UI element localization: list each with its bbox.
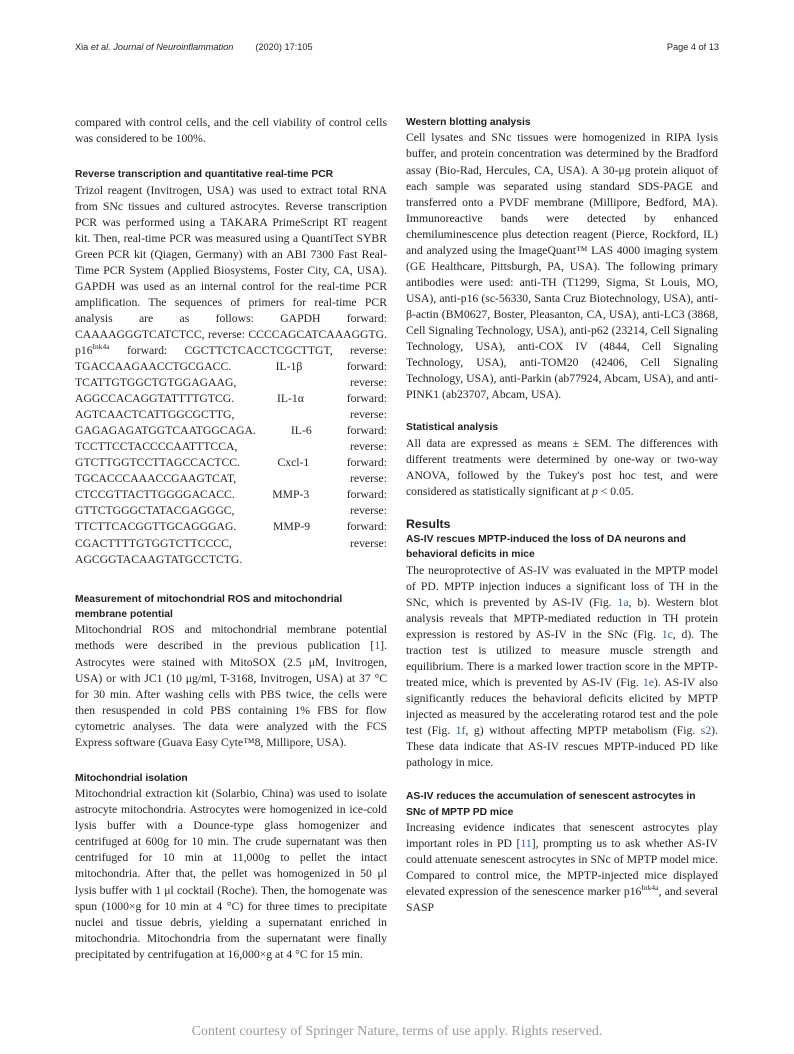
- rtpcr-section: [75, 167, 387, 568]
- figure-link[interactable]: 1a: [617, 595, 629, 609]
- section-body: Mitochondrial extraction kit (Solarbio, China) was used to isolate astrocyte mitochondria. Astrocytes were homogenized in ice-cold lysis buffer with a Dounce-type glass homogenizer and centrifuged at 600g for 10 min. The crude supernatant was then centrifuged for 10 min at 11,000g to pellet the intact mitochondria. After that, the pellet was homogenized in 50 μl lysis buffer with 1 μl cocktail (Roche). Then, the homogenate was spun (1000×g for 10 min at 4 °C) for three times to precipitate nuclei and tissue debris, yielding a supernatant enriched in mitochondria. Mitochondria from the supernatant were finally precipitated by centrifugation at 16,000×g at 4 °C for 15 min.: [75, 787, 387, 961]
- subsection-body: Increasing evidence indicates that senescent astrocytes play important roles in PD [11], prompting us to ask whether AS-IV could attenuate senescent astrocytes in SNc of MPTP model mice. Compared to control mice, the MPTP-injected mice displayed elevated expression of the senescence marker $p16^{Ink4a}$, and several SASP: [406, 821, 718, 915]
- section-body: Trizol reagent (Invitrogen, USA) was used to extract total RNA from SNc tissues and cultured astrocytes. Reverse transcription PCR was performed using a TAKARA PrimeScript RT reagent kit. Then, real-time PCR was measured using a QuantiTect SYBR Green PCR kit (Qiagen, Germany) with an ABI 7300 Fast Real-Time PCR System (Applied Biosystems, Foster City, CA, USA). GAPDH was used as an internal control for the real-time PCR amplification. The sequences of primers for real-time PCR analysis are as follows: GAPDH forward: CAAAAGGGTCATCTCC, reverse: CCCCAGCATCAAAGGTG. $p16^{Ink4a}$ forward: CGCTTCTCACCTCGCTTGT, reverse: TGACCAAGAACCTGCGACC. IL-1β forward: TCATTGTGGCTGTGGAGAAG, reverse: AGGCCACAGGTATTTTGTCG. IL-1α forward: AGTCAACTCATTGGCGCTTG, reverse: GAGAGAGATGGTCAATGGCAGA. IL-6 forward: TCCTTCCTACCCCAATTTCCA, reverse: GTCTTGGTCCTTAGCCACTCC. Cxcl-1 forward: TGCACCCAAACCGAAGTCAT, reverse: CTCCGTTACTTGGGGACACC. MMP-3 forward: GTTCTGGGCTATACGAGGGC, reverse: TTCTTCACGGTTGCAGGGAG. MMP-9 forward: CGACTTTTGTGGTCTTCCCC, reverse: AGCGGTACAAGTATGCCTCTG.: [75, 183, 387, 566]
- mito-isolation-section: [75, 771, 387, 963]
- results-heading: Results: [406, 516, 451, 531]
- copyright-footer: Content courtesy of Springer Nature, terms of use apply. Rights reserved.: [191, 1024, 603, 1039]
- left-column: [75, 115, 387, 963]
- subsection-heading: AS-IV rescues MPTP-induced the loss of DA neurons and behavioral deficits in mice: [406, 533, 686, 561]
- journal-name: Journal of Neuroinflammation: [113, 42, 234, 52]
- section-body: All data are expressed as means ± SEM. The differences with different treatments were determined by one-way or two-way ANOVA, followed by the Tukey's post hoc test, and were considered as statistically significant at p < 0.05.: [406, 436, 718, 498]
- section-heading: Measurement of mitochondrial ROS and mitochondrial membrane potential: [75, 593, 343, 621]
- section-heading: Mitochondrial isolation: [75, 772, 188, 784]
- citation-link[interactable]: 11: [520, 837, 532, 851]
- stats-section: [406, 420, 718, 500]
- results-section: [406, 516, 718, 917]
- citation-year-volume: (2020) 17:105: [255, 42, 313, 52]
- subsection-body: The neuroprotective of AS-IV was evaluated in the MPTP model of PD. MPTP injection induces a significant loss of TH in the SNc, which is prevented by AS-IV (Fig. 1a, b). Western blot analysis reveals that MPTP-mediated reduction in TH protein expression is restored by AS-IV in the SNc (Fig. 1c, d). The traction test is utilized to measure muscle strength and equilibrium. There is a marked lower traction score in the MPTP-treated mice, which is prevented by AS-IV (Fig. 1e). AS-IV also significantly reduces the behavioral deficits elicited by MPTP injected as measured by the accelerating rotarod test and the pole test (Fig. 1f, g) without affecting MPTP metabolism (Fig. s2). These data indicate that AS-IV rescues MPTP-induced PD like pathology in mice.: [406, 563, 719, 770]
- mito-ros-section: [75, 592, 387, 751]
- section-body: Cell lysates and SNc tissues were homogenized in RIPA lysis buffer, and protein concentration was determined by the Bradford assay (Bio-Rad, Hercules, CA, USA). A 30-μg protein aliquot of each sample was separated using standard SDS-PAGE and transferred onto a PVDF membrane (Millipore, Bedford, MA). Immunoreactive bands were detected by enhanced chemiluminescence plus detection reagent (Pierce, Rockford, IL) and analyzed using the ImageQuant™ LAS 4000 imaging system (GE Healthcare, Pittsburgh, PA, USA). The following primary antibodies were used: anti-TH (T1299, Sigma, St Louis, MO, USA), anti-p16 (sc-56330, Santa Cruz Biotechnology, USA), anti-β-actin (BM0627, Boster, Pleasanton, CA, USA), anti-LC3 (3868, Cell Signaling Technology, USA), anti-p62 (23214, Cell Signaling Technology, USA), anti-COX IV (4844, Cell Signaling Technology, USA), anti-TOM20 (42406, Cell Signaling Technology, USA), anti-Parkin (ab77924, Abcam, USA), and anti-PINK1 (ab23707, Abcam, USA).: [406, 131, 718, 402]
- author: Xia: [75, 42, 89, 52]
- author-etal: et al.: [90, 42, 111, 52]
- page-number: Page 4 of 13: [666, 42, 719, 52]
- figure-link[interactable]: 1f: [455, 724, 466, 738]
- running-head: [75, 42, 719, 56]
- superscript: Ink4a: [92, 342, 110, 352]
- figure-link[interactable]: 1c: [661, 627, 673, 641]
- intro-paragraph: compared with control cells, and the cell viability of control cells was considered to be 100%.: [75, 116, 387, 146]
- section-body: Mitochondrial ROS and mitochondrial membrane potential methods were described in the previous publication [1]. Astrocytes were stained with MitoSOX (2.5 μM, Invitrogen, USA) or with JC1 (10 μg/ml, T-3168, Invitrogen, USA) at 37 °C for 30 min. After washing cells with PBS twice, the cells were then resuspended in cold PBS containing 1% FBS for flow cytometric analyses. The data were analyzed with the FCS Express software (Guava Easy Cyte™8, Millipore, USA).: [75, 623, 387, 749]
- journal-citation: [75, 42, 313, 52]
- senescence-subsection: [406, 789, 718, 916]
- section-heading: Western blotting analysis: [406, 117, 531, 128]
- subsection-heading: AS-IV reduces the accumulation of senescent astrocytes in SNc of MPTP PD mice: [406, 791, 696, 818]
- citation-link[interactable]: 1: [374, 639, 381, 653]
- right-column: [406, 115, 718, 916]
- western-section: [406, 115, 718, 403]
- section-heading: Reverse transcription and quantitative real-time PCR: [75, 169, 334, 181]
- figure-link[interactable]: 1e: [642, 675, 654, 689]
- section-heading: Statistical analysis: [406, 422, 499, 434]
- superscript: Ink4a: [641, 883, 659, 893]
- supplementary-figure-link[interactable]: s2: [700, 724, 712, 738]
